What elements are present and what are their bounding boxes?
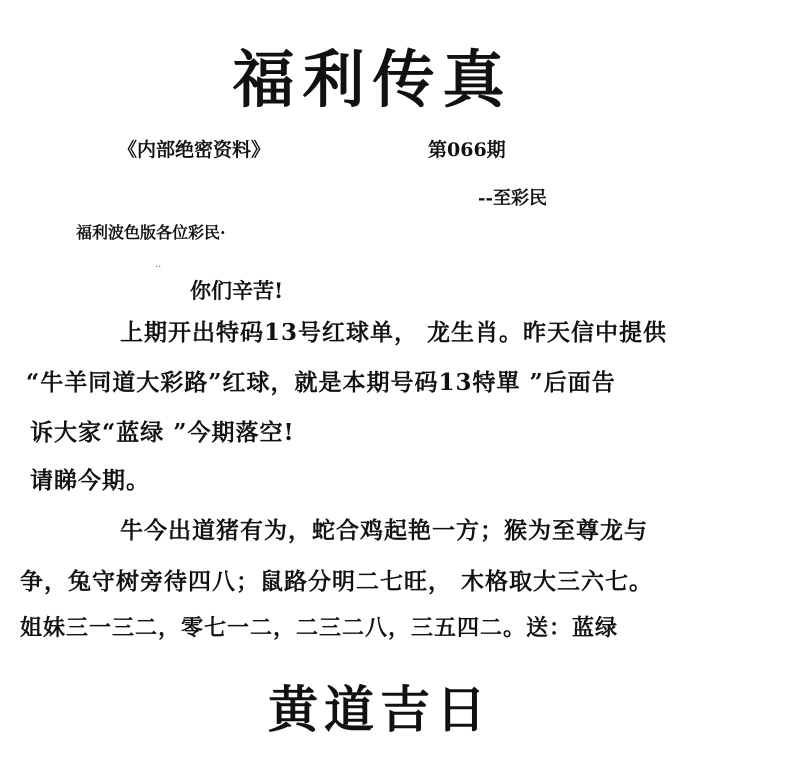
footer-title: 黄道吉日	[268, 680, 492, 739]
paragraph-line-3: 诉大家“蓝绿 ”今期落空!	[30, 419, 295, 446]
greeting-line: 福利波色版各位彩民·	[76, 223, 226, 242]
paragraph-line-5: 牛今出道猪有为，蛇合鸡起艳一方；猴为至尊龙与	[120, 517, 648, 544]
author-line: --至彩民	[478, 188, 547, 209]
paragraph-line-7: 姐妹三一三二，零七一二，二三二八，三五四二。送：蓝绿	[20, 615, 619, 641]
page-title: 福利传真	[232, 43, 513, 116]
thanks-line: 你们辛苦!	[190, 278, 284, 303]
paragraph-line-4: 请睇今期。	[30, 467, 150, 494]
subtitle-confidential: 《内部绝密资料》	[118, 139, 271, 161]
paragraph-line-1: 上期开出特码13号红球单， 龙生肖。昨天信中提供	[120, 319, 668, 346]
paragraph-line-6: 争，兔守树旁待四八；鼠路分明二七旺， 木格取大三六七。	[20, 568, 654, 595]
paragraph-line-2: “牛羊同道大彩路”红球，就是本期号码13特單 ”后面告	[26, 369, 616, 396]
issue-number: 第066期	[428, 139, 506, 161]
decorative-dots: ··	[155, 262, 162, 273]
